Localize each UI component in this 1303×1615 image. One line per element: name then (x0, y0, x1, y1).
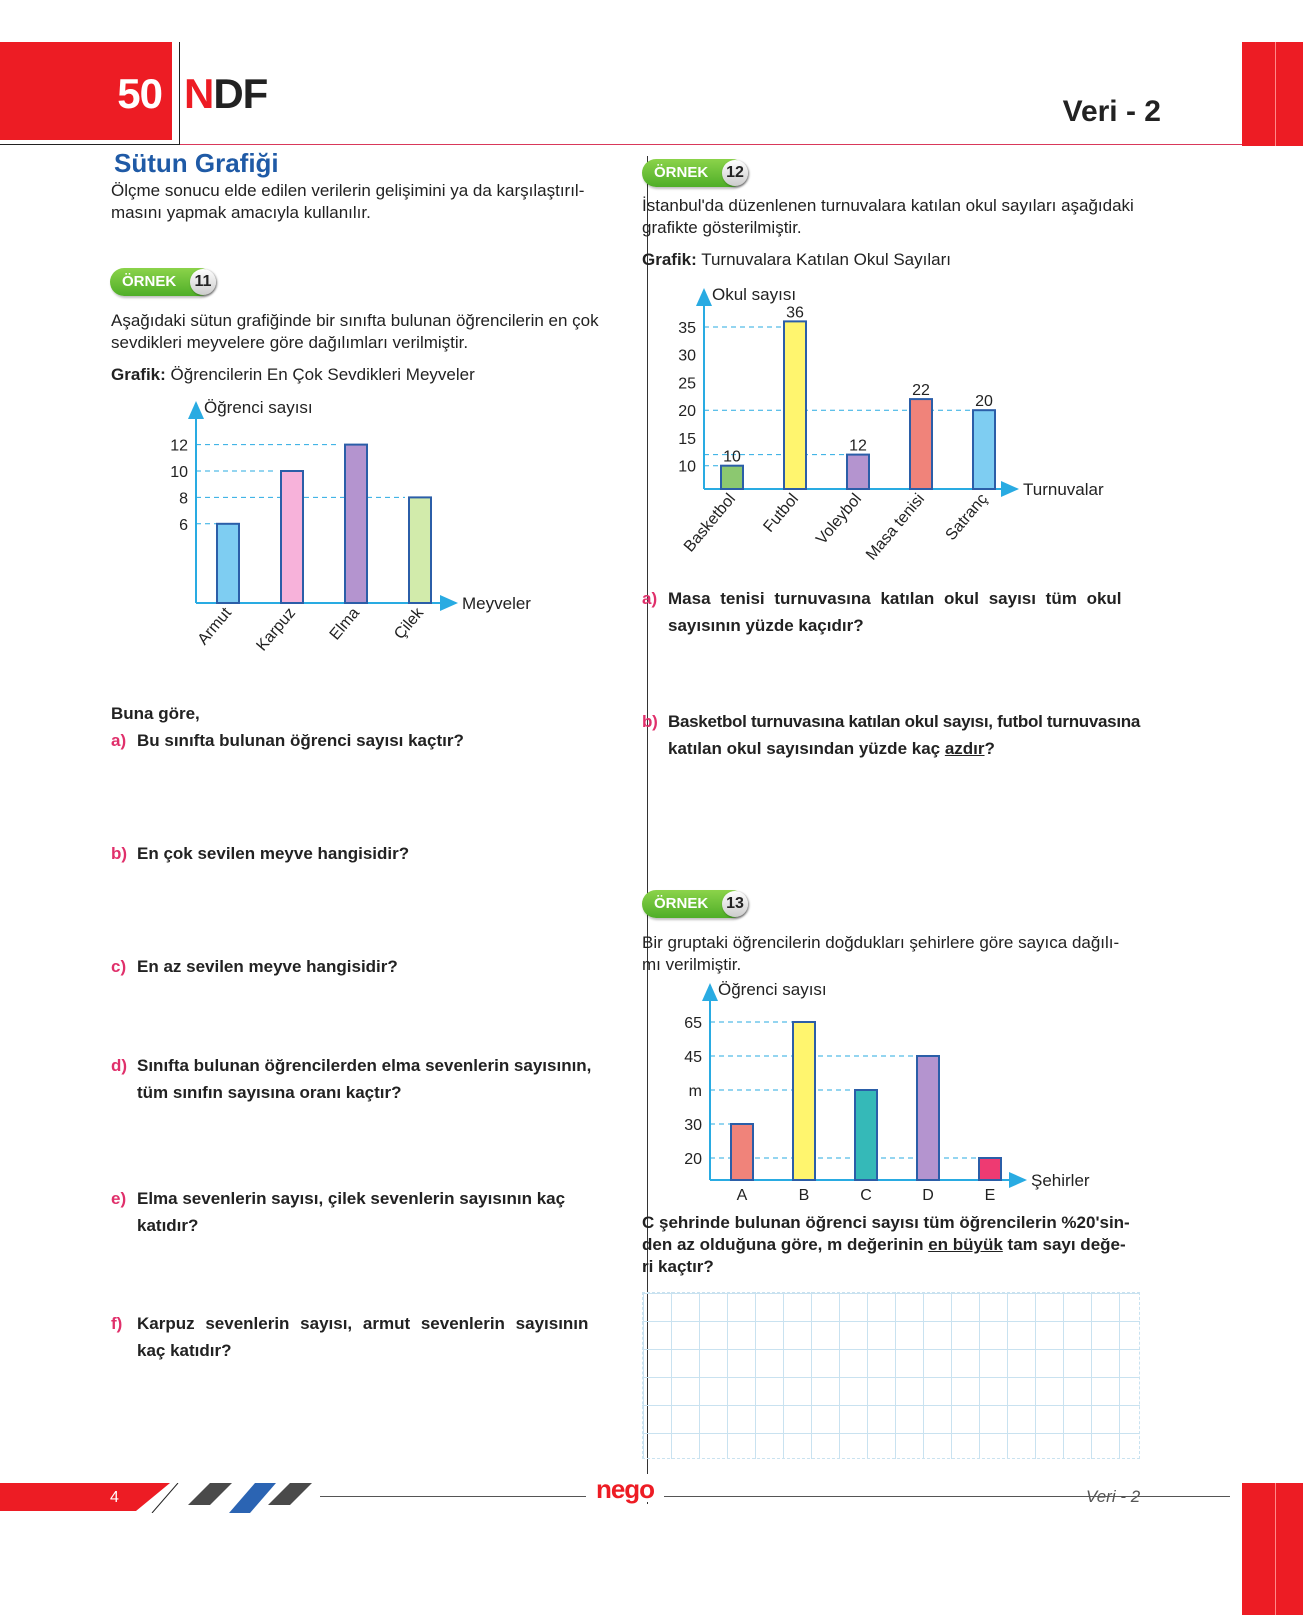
data-label: 20 (975, 393, 993, 411)
lead-text: Buna göre, (111, 704, 200, 723)
question-text: Karpuz sevenlerin sayısı, armut sevenlerin sayısının (137, 1314, 589, 1333)
x-tick-label: Futbol (760, 490, 803, 536)
y-tick-label: 12 (170, 437, 188, 455)
question-f (111, 1310, 611, 1364)
x-tick-label: E (984, 1187, 996, 1204)
question-12b (642, 708, 1142, 762)
question-label: b) (111, 844, 128, 863)
question-label: c) (111, 957, 127, 976)
bar-masa-tenisi (910, 399, 932, 489)
graph-caption-text: Turnuvalara Katılan Okul Sayıları (696, 250, 951, 269)
question-e (111, 1185, 611, 1239)
question-text-cont: sayısının yüzde kaçıdır? (668, 616, 864, 635)
y-tick-label: 30 (678, 347, 696, 365)
example-12-description (642, 195, 1142, 271)
desc-line: sevdikleri meyvelere göre dağılımları verilmiştir. (111, 333, 469, 352)
bar-voleybol (847, 455, 869, 489)
badge-number: 11 (190, 269, 216, 295)
question-text-cont: katıdır? (137, 1216, 199, 1235)
header-rule-dark (0, 144, 180, 145)
question-text: Masa tenisi turnuvasına katılan okul sayısı tüm okul (668, 589, 1122, 608)
x-tick-label: Masa tenisi (863, 490, 929, 564)
question-text-cont: ri kaçtır? (642, 1257, 714, 1276)
brand-rest: DF (213, 70, 268, 117)
question-d (111, 1052, 611, 1106)
data-label: 36 (786, 304, 804, 322)
x-tick-label: Basketbol (680, 490, 740, 556)
example-badge-13 (642, 890, 746, 918)
stripe-dark (188, 1483, 232, 1505)
question-label: a) (111, 731, 127, 750)
example-badge-11 (110, 268, 214, 296)
desc-line: Aşağıdaki sütun grafiğinde bir sınıfta bulunan öğrencilerin en çok (111, 311, 599, 330)
footer-tab (0, 1483, 170, 1511)
underlined-word: azdır (944, 739, 985, 758)
question-text: Bu sınıfta bulunan öğrenci sayısı kaçtır? (137, 731, 464, 750)
graph-caption-text: Öğrencilerin En Çok Sevdikleri Meyveler (165, 365, 475, 384)
header-number-block (0, 42, 172, 140)
desc-line: mı verilmiştir. (642, 955, 742, 974)
scratch-grid (642, 1292, 1140, 1459)
brand-n: N (184, 70, 214, 117)
bar-basketbol (721, 466, 743, 489)
data-label: 22 (912, 382, 930, 400)
publisher-logo (586, 1474, 664, 1502)
question-text-cont: kaç katıdır? (137, 1341, 232, 1360)
chart-cities (665, 980, 1115, 1210)
question-c (111, 953, 611, 980)
question-text: Basketbol turnuvasına katılan okul sayısı, futbol turnuvasına (668, 712, 1140, 731)
question-label: e) (111, 1189, 127, 1208)
question-text: En çok sevilen meyve hangisidir? (137, 844, 410, 863)
underlined-phrase: en büyük (928, 1235, 1003, 1254)
question-label: a) (642, 589, 658, 608)
y-axis-label: Öğrenci sayısı (718, 980, 827, 999)
x-tick-label: Karpuz (253, 604, 300, 655)
example-11-description (111, 310, 621, 386)
stripe-blue (229, 1483, 276, 1513)
question-label: f) (111, 1314, 123, 1333)
section-title: Sütun Grafiği (114, 148, 279, 178)
chapter-title: Veri - 2 (1062, 95, 1161, 128)
question-text: Sınıfta bulunan öğrencilerden elma sevenlerin sayısının, (137, 1056, 592, 1075)
header-side-tab (1242, 42, 1303, 146)
bar-armut (217, 524, 239, 603)
x-tick-label: Elma (326, 604, 364, 644)
stripe-dark (268, 1483, 312, 1505)
question-text-cont: tüm sınıfın sayısına oranı kaçtır? (137, 1083, 402, 1102)
y-tick-label: 10 (678, 458, 696, 476)
graph-caption-label: Grafik: (642, 250, 697, 269)
y-tick-label: 45 (684, 1049, 702, 1066)
badge-label: ÖRNEK (654, 164, 709, 181)
bar-futbol (784, 321, 806, 489)
x-tick-label: Satranç (942, 490, 992, 544)
x-tick-label: C (860, 1187, 872, 1204)
question-label: b) (642, 712, 658, 731)
desc-line: İstanbul'da düzenlenen turnuvalara katılan okul sayıları aşağıdaki (642, 196, 1134, 215)
header-rule (0, 144, 1250, 145)
side-tab-stripe (1275, 42, 1276, 146)
question-label: d) (111, 1056, 128, 1075)
badge-number: 13 (722, 891, 748, 917)
y-tick-label: m (688, 1083, 702, 1100)
y-tick-label: 8 (179, 490, 188, 508)
question-text: Elma sevenlerin sayısı, çilek sevenlerin sayısının kaç (137, 1189, 566, 1208)
side-tab-stripe (1275, 1483, 1276, 1615)
x-axis-label: Turnuvalar (1023, 480, 1104, 499)
intro-line: masını yapmak amacıyla kullanılır. (111, 203, 371, 222)
question-text-cont (642, 735, 1142, 762)
question-13 (642, 1212, 1142, 1278)
bar-elma (345, 445, 367, 603)
chart-fruits (150, 395, 550, 670)
x-tick-label: B (798, 1187, 810, 1204)
footer-side-tab (1242, 1483, 1303, 1615)
question-text-cont (642, 1234, 1142, 1256)
question-text-part: tam sayı değe- (1007, 1235, 1126, 1254)
graph-caption (111, 364, 621, 386)
question-a (111, 727, 611, 754)
question-end: ? (984, 739, 995, 758)
chart-tournaments (665, 282, 1115, 582)
x-axis-label: Şehirler (1031, 1171, 1090, 1190)
y-tick-label: 10 (170, 464, 188, 481)
footer-title: Veri - 2 (1086, 1487, 1141, 1506)
y-tick-label: 20 (678, 403, 696, 421)
example-13-description (642, 932, 1142, 976)
data-label: 12 (849, 437, 867, 455)
desc-line: grafikte gösterilmiştir. (642, 218, 802, 237)
bar-çilek (409, 497, 431, 603)
footer-stripes (150, 1483, 320, 1513)
graph-caption-label: Grafik: (111, 365, 166, 384)
badge-label: ÖRNEK (122, 273, 177, 290)
section-intro (111, 180, 621, 224)
question-text-part: den az olduğuna göre, m değerinin (642, 1235, 929, 1254)
bar-d (917, 1056, 939, 1180)
y-tick-label: 6 (179, 516, 188, 534)
x-tick-label: D (922, 1187, 934, 1204)
question-b (111, 840, 611, 867)
desc-line: Bir gruptaki öğrencilerin doğdukları şehirlere göre sayıca dağılı- (642, 933, 1120, 952)
x-tick-label: Armut (194, 604, 236, 649)
y-tick-label: 20 (684, 1151, 702, 1168)
intro-line: Ölçme sonucu elde edilen verilerin gelişimini ya da karşılaştırıl- (111, 181, 585, 200)
logo-text: nego (595, 1474, 655, 1504)
stripe-line (152, 1483, 178, 1513)
question-text-part: katılan okul sayısından yüzde kaç (668, 739, 945, 758)
header-number: 50 (117, 70, 162, 117)
y-tick-label: 25 (678, 375, 696, 393)
data-label: 10 (723, 448, 741, 466)
brand-logo (184, 70, 267, 118)
x-tick-label: Voleybol (813, 490, 866, 548)
question-text: C şehrinde bulunan öğrenci sayısı tüm öğrencilerin %20'sin- (642, 1213, 1130, 1232)
graph-caption (642, 249, 1142, 271)
badge-number: 12 (722, 160, 748, 186)
x-tick-label: Çilek (391, 604, 428, 643)
footer-page-number: 4 (110, 1489, 119, 1506)
example-badge-12 (642, 159, 746, 187)
x-axis-label: Meyveler (462, 594, 531, 613)
bar-c (855, 1090, 877, 1180)
bar-b (793, 1022, 815, 1180)
y-tick-label: 15 (678, 430, 696, 448)
header-divider (179, 42, 180, 145)
question-text: En az sevilen meyve hangisidir? (137, 957, 398, 976)
question-12a (642, 585, 1142, 639)
bar-a (731, 1124, 753, 1180)
bar-karpuz (281, 471, 303, 603)
x-tick-label: A (736, 1187, 748, 1204)
y-axis-label: Okul sayısı (712, 285, 797, 304)
bar-e (979, 1158, 1001, 1180)
badge-label: ÖRNEK (654, 895, 709, 912)
y-axis-label: Öğrenci sayısı (204, 398, 313, 417)
y-tick-label: 30 (684, 1117, 702, 1134)
y-tick-label: 35 (678, 319, 696, 337)
bar-satranç (973, 410, 995, 489)
y-tick-label: 65 (684, 1015, 702, 1032)
